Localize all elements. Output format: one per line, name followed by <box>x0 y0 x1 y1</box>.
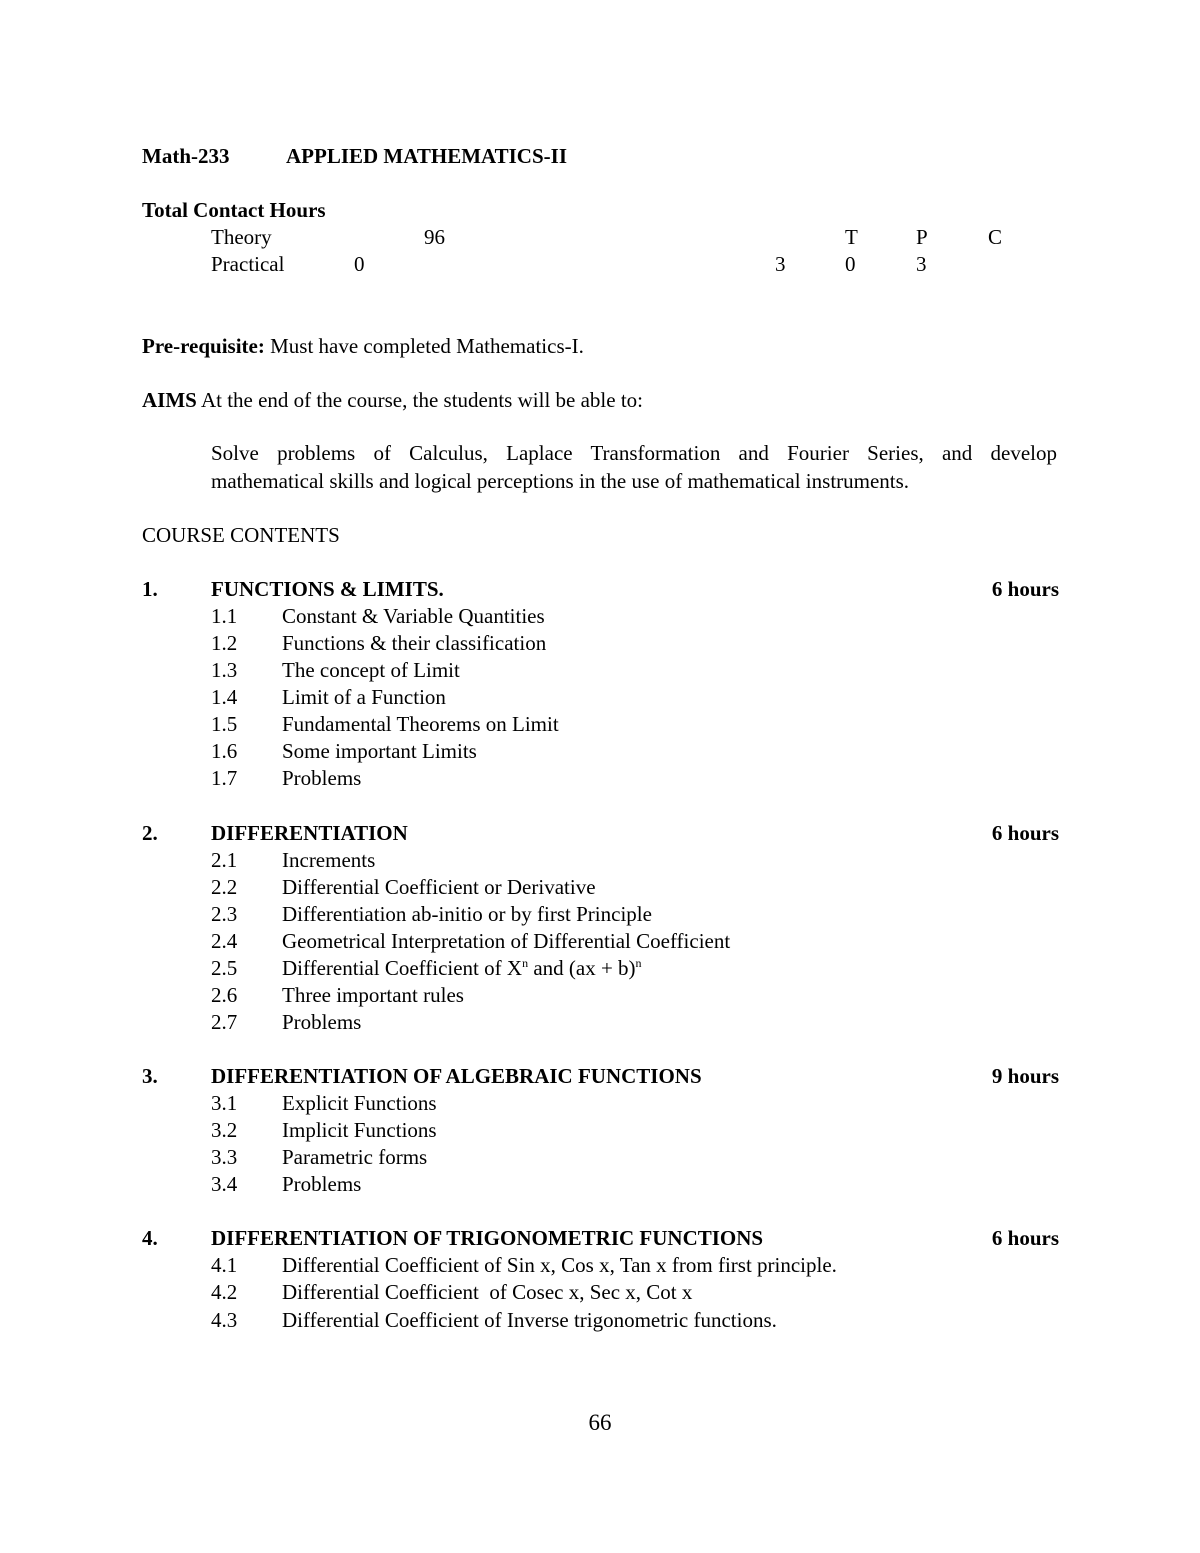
item-number: 2.1 <box>211 848 238 872</box>
item-text: Differentiation ab-initio or by first Principle <box>282 902 652 926</box>
superscript: n <box>635 956 642 970</box>
item-text: Functions & their classification <box>282 631 547 655</box>
item-text: Constant & Variable Quantities <box>282 604 545 628</box>
item-number: 2.4 <box>211 929 238 953</box>
course-code: Math-233 <box>142 144 230 168</box>
section-title: DIFFERENTIATION OF TRIGONOMETRIC FUNCTIONS <box>211 1226 764 1250</box>
item-number: 1.7 <box>211 766 238 790</box>
section-hours: 9 hours <box>991 1064 1059 1088</box>
item-number: 3.3 <box>211 1145 238 1169</box>
item-number: 2.3 <box>211 902 238 926</box>
item-text <box>282 958 642 979</box>
tpc-value-t: 3 <box>775 252 786 276</box>
item-number: 2.5 <box>211 956 238 980</box>
theory-value: 96 <box>424 225 445 249</box>
item-number: 2.7 <box>211 1010 238 1034</box>
item-text: Explicit Functions <box>282 1091 437 1115</box>
aims <box>142 390 643 411</box>
section-number: 1. <box>142 577 158 601</box>
section-hours: 6 hours <box>991 1226 1059 1250</box>
item-text: Implicit Functions <box>282 1118 437 1142</box>
item-text: Differential Coefficient of Sin x, Cos x, Tan x from first principle. <box>282 1253 837 1277</box>
aims-line-2: mathematical skills and logical perceptions in the use of mathematical instruments. <box>211 469 910 493</box>
page-number: 66 <box>588 1410 612 1435</box>
item-number: 1.1 <box>211 604 238 628</box>
item-number: 4.2 <box>211 1280 238 1304</box>
item-number: 3.2 <box>211 1118 238 1142</box>
item-text: The concept of Limit <box>282 658 460 682</box>
item-text: Parametric forms <box>282 1145 428 1169</box>
course-title: APPLIED MATHEMATICS-II <box>286 144 567 168</box>
item-text: Increments <box>282 848 376 872</box>
item-number: 2.6 <box>211 983 238 1007</box>
item-text: Differential Coefficient or Derivative <box>282 875 596 899</box>
superscript: n <box>522 956 529 970</box>
item-text: Fundamental Theorems on Limit <box>282 712 559 736</box>
item-number: 1.3 <box>211 658 238 682</box>
item-text: Problems <box>282 1172 362 1196</box>
practical-label: Practical <box>211 252 285 276</box>
aims-intro: At the end of the course, the students will be able to: <box>200 388 643 412</box>
prerequisite-text: Must have completed Mathematics-I. <box>270 334 584 358</box>
section-number: 2. <box>142 821 158 845</box>
item-number: 3.4 <box>211 1172 238 1196</box>
item-text: Three important rules <box>282 983 464 1007</box>
theory-label: Theory <box>211 225 272 249</box>
item-number: 4.3 <box>211 1308 238 1332</box>
item-number: 3.1 <box>211 1091 238 1115</box>
aims-paragraph <box>211 439 1057 495</box>
tpc-header-t: T <box>845 225 858 249</box>
section-title: DIFFERENTIATION OF ALGEBRAIC FUNCTIONS <box>211 1064 702 1088</box>
prerequisite <box>142 336 584 357</box>
section-number: 4. <box>142 1226 158 1250</box>
item-number: 4.1 <box>211 1253 238 1277</box>
contact-hours-heading: Total Contact Hours <box>142 198 326 222</box>
item-number: 2.2 <box>211 875 238 899</box>
course-contents-heading: COURSE CONTENTS <box>142 523 340 547</box>
item-text: Some important Limits <box>282 739 477 763</box>
tpc-header-p: P <box>916 225 928 249</box>
item-text: Differential Coefficient of Inverse trigonometric functions. <box>282 1308 777 1332</box>
item-text: Geometrical Interpretation of Differential Coefficient <box>282 929 731 953</box>
item-text: Differential Coefficient of Cosec x, Sec x, Cot x <box>282 1280 693 1304</box>
section-title: DIFFERENTIATION <box>211 821 408 845</box>
aims-label: AIMS <box>142 388 197 412</box>
item-text: Limit of a Function <box>282 685 446 709</box>
item-number: 1.2 <box>211 631 238 655</box>
aims-line-1: Solve problems of Calculus, Laplace Transformation and Fourier Series, and develop <box>211 441 1057 465</box>
item-text-part: and (ax + b) <box>528 956 636 980</box>
practical-value: 0 <box>354 252 365 276</box>
item-text: Problems <box>282 766 362 790</box>
section-hours: 6 hours <box>991 577 1059 601</box>
section-title: FUNCTIONS & LIMITS. <box>211 577 444 601</box>
item-number: 1.6 <box>211 739 238 763</box>
tpc-value-p: 0 <box>845 252 856 276</box>
prerequisite-label: Pre-requisite: <box>142 334 265 358</box>
item-number: 1.5 <box>211 712 238 736</box>
item-number: 1.4 <box>211 685 238 709</box>
section-number: 3. <box>142 1064 158 1088</box>
item-text: Problems <box>282 1010 362 1034</box>
tpc-value-c: 3 <box>916 252 927 276</box>
item-text-part: Differential Coefficient of X <box>282 956 523 980</box>
tpc-header-c: C <box>988 225 1003 249</box>
section-hours: 6 hours <box>991 821 1059 845</box>
